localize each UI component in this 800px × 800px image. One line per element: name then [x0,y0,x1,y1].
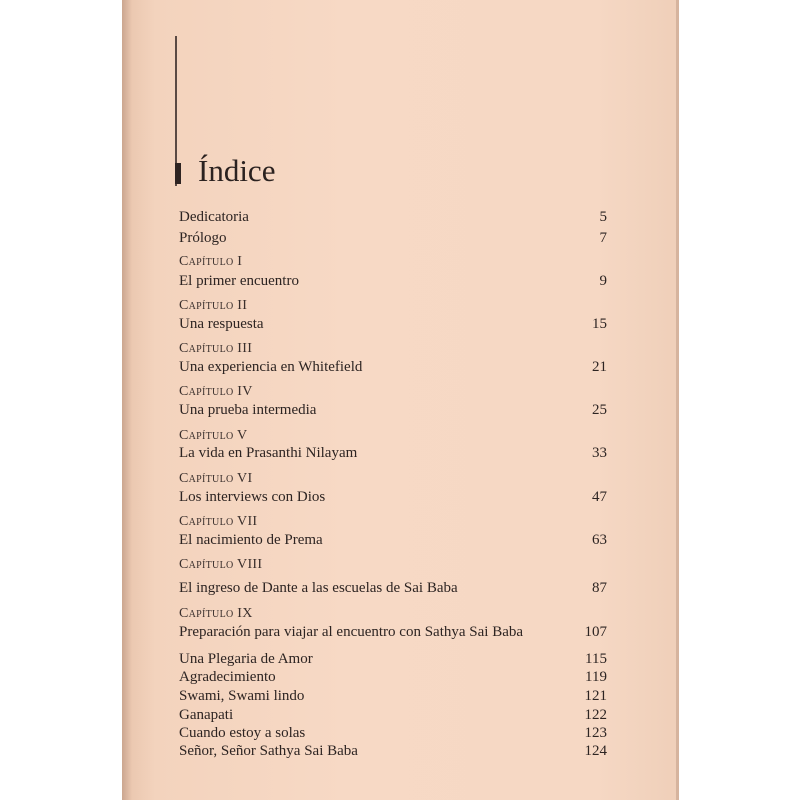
chapter-label: Capítulo II [179,298,248,313]
toc-entry-title: Señor, Señor Sathya Sai Baba [179,743,358,759]
chapter-label: Capítulo V [179,428,248,443]
toc-entry-title: Preparación para viajar al encuentro con Sathya Sai Baba [179,624,524,640]
toc-entry-page: 7 [599,230,607,246]
toc-entry-page: 107 [584,624,607,640]
toc-entry-title: Una Plegaria de Amor [179,651,313,667]
toc-entry-title: La vida en Prasanthi Nilayam [179,445,358,461]
chapter-label: Capítulo I [179,254,243,269]
toc-entry [179,314,607,334]
toc-entry [179,649,607,669]
toc-entry-page: 122 [584,707,607,723]
toc-entry-title: Cuando estoy a solas [179,725,306,741]
toc-entry-title: El ingreso de Dante a las escuelas de Sai Baba [179,580,458,596]
chapter-label: Capítulo VI [179,471,253,486]
toc-entry-page: 15 [592,316,607,332]
toc-entry [179,667,607,687]
toc-entry-page: 119 [585,669,607,685]
chapter-label: Capítulo III [179,341,253,356]
toc-entry-page: 87 [592,580,607,596]
toc-entry-title: Agradecimiento [179,669,276,685]
toc-entry [179,530,607,550]
toc-entry-page: 124 [584,743,607,759]
toc-entry-title: Swami, Swami lindo [179,688,305,704]
toc-entry-title: El primer encuentro [179,273,299,289]
chapter-label: Capítulo IX [179,606,253,621]
page-edge [676,0,679,800]
toc-entry-title: Una experiencia en Whitefield [179,359,363,375]
toc-entry-title: Ganapati [179,707,234,723]
toc-entry-title: Prólogo [179,230,227,246]
toc-entry-title: Los interviews con Dios [179,489,326,505]
table-of-contents [179,0,607,800]
toc-entry [179,443,607,463]
toc-entry-page: 25 [592,402,607,418]
toc-entry [179,578,607,598]
toc-entry-page: 47 [592,489,607,505]
toc-entry [179,705,607,725]
toc-entry-page: 63 [592,532,607,548]
toc-entry-page: 5 [599,209,607,225]
toc-entry [179,723,607,743]
book-page [122,0,679,800]
page-title: Índice [198,153,276,188]
toc-entry-title: Dedicatoria [179,209,249,225]
toc-entry-title: Una respuesta [179,316,264,332]
toc-entry [179,686,607,706]
toc-entry-page: 123 [584,725,607,741]
toc-entry-title: El nacimiento de Prema [179,532,323,548]
chapter-label: Capítulo IV [179,384,253,399]
toc-entry-page: 21 [592,359,607,375]
toc-entry [179,271,607,291]
chapter-label: Capítulo VII [179,514,258,529]
toc-entry-page: 115 [585,651,607,667]
toc-entry [179,400,607,420]
toc-entry-page: 33 [592,445,607,461]
toc-entry [179,228,607,248]
toc-entry [179,622,607,642]
toc-entry [179,357,607,377]
toc-entry-page: 121 [584,688,607,704]
toc-entry-title: Una prueba intermedia [179,402,317,418]
toc-entry [179,487,607,507]
toc-entry [179,207,607,227]
toc-entry [179,741,607,761]
toc-entry-page: 9 [599,273,607,289]
chapter-label: Capítulo VIII [179,557,263,572]
gutter-shadow [122,0,132,800]
